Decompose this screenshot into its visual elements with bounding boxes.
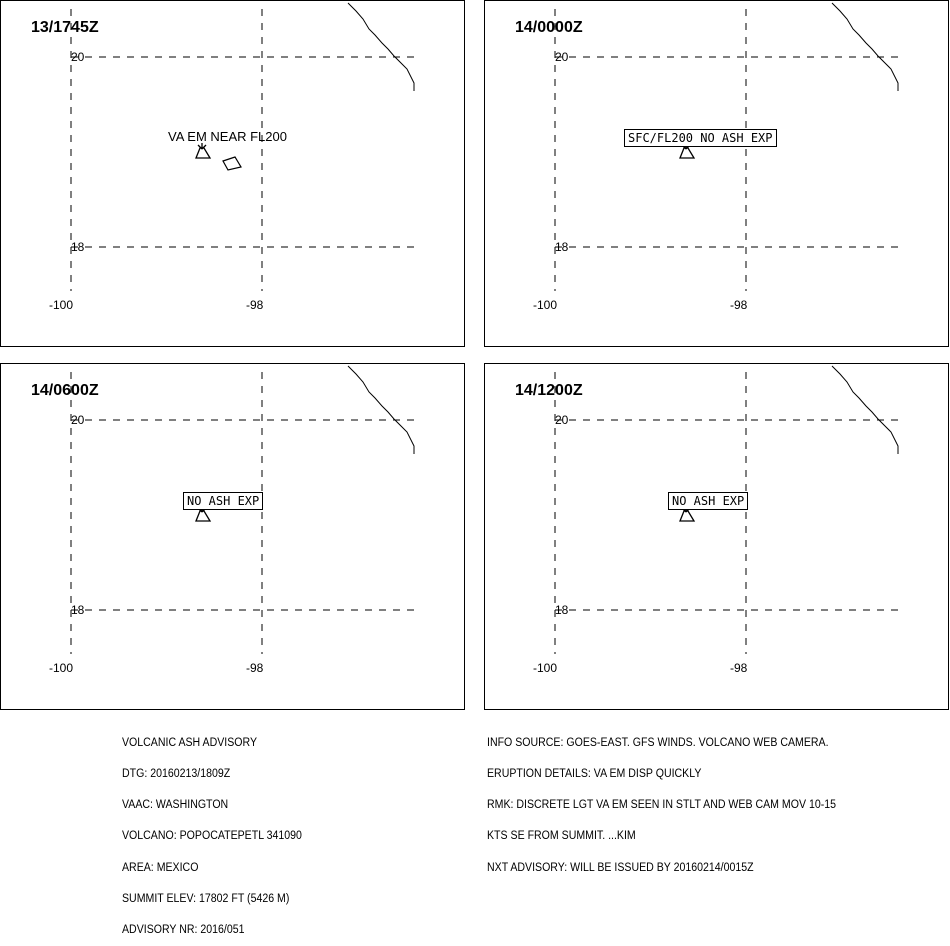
lon-label-98: -98 [730,661,748,675]
lon-label-98: -98 [730,298,748,312]
advisory-header [122,717,302,946]
map-panel-4 [484,363,949,710]
advisory-info [487,717,836,883]
lon-label-100: -100 [533,661,558,675]
advisory-line: VOLCANO: POPOCATEPETL 341090 [122,830,302,843]
lat-label-20: 20 [555,50,569,64]
lat-label-18: 18 [555,603,569,617]
lat-label-20: 20 [555,413,569,427]
info-line: KTS SE FROM SUMMIT. ...KIM [487,830,636,843]
panel-time: 14/1200Z [515,382,583,399]
coastline [348,3,414,91]
info-line: NXT ADVISORY: WILL BE ISSUED BY 20160214/0015Z [487,861,754,874]
info-line: RMK: DISCRETE LGT VA EM SEEN IN STLT AND WEB CAM MOV 10-15 [487,799,837,812]
advisory-line: VOLCANIC ASH ADVISORY [122,736,258,749]
lat-label-18: 18 [71,603,85,617]
ash-label: VA EM NEAR FL200 [168,129,287,144]
advisory-line: SUMMIT ELEV: 17802 FT (5426 M) [122,892,290,905]
lat-label-18: 18 [555,240,569,254]
lon-label-98: -98 [246,661,264,675]
coastline [832,366,898,454]
advisory-line: ADVISORY NR: 2016/051 [122,924,245,937]
ash-cloud-polygon [223,157,241,170]
coastline [832,3,898,91]
panel-time: 14/0000Z [515,19,583,36]
map-panel-3 [0,363,465,710]
info-line: INFO SOURCE: GOES-EAST. GFS WINDS. VOLCANO WEB CAMERA. [487,736,829,749]
panel-time: 13/1745Z [31,19,99,36]
info-line: ERUPTION DETAILS: VA EM DISP QUICKLY [487,768,702,781]
lat-label-20: 20 [71,50,85,64]
map-panel-1 [0,0,465,347]
ash-label: NO ASH EXP [668,492,748,510]
coastline [348,366,414,454]
lon-label-100: -100 [49,298,74,312]
advisory-line: VAAC: WASHINGTON [122,799,229,812]
advisory-line: DTG: 20160213/1809Z [122,768,231,781]
advisory-line: AREA: MEXICO [122,861,199,874]
lon-label-98: -98 [246,298,264,312]
ash-label: SFC/FL200 NO ASH EXP [624,129,777,147]
ash-label: NO ASH EXP [183,492,263,510]
lon-label-100: -100 [533,298,558,312]
volcano-icon [196,143,210,158]
lat-label-18: 18 [71,240,85,254]
map-panel-2 [484,0,949,347]
panel-time: 14/0600Z [31,382,99,399]
lat-label-20: 20 [71,413,85,427]
lon-label-100: -100 [49,661,74,675]
